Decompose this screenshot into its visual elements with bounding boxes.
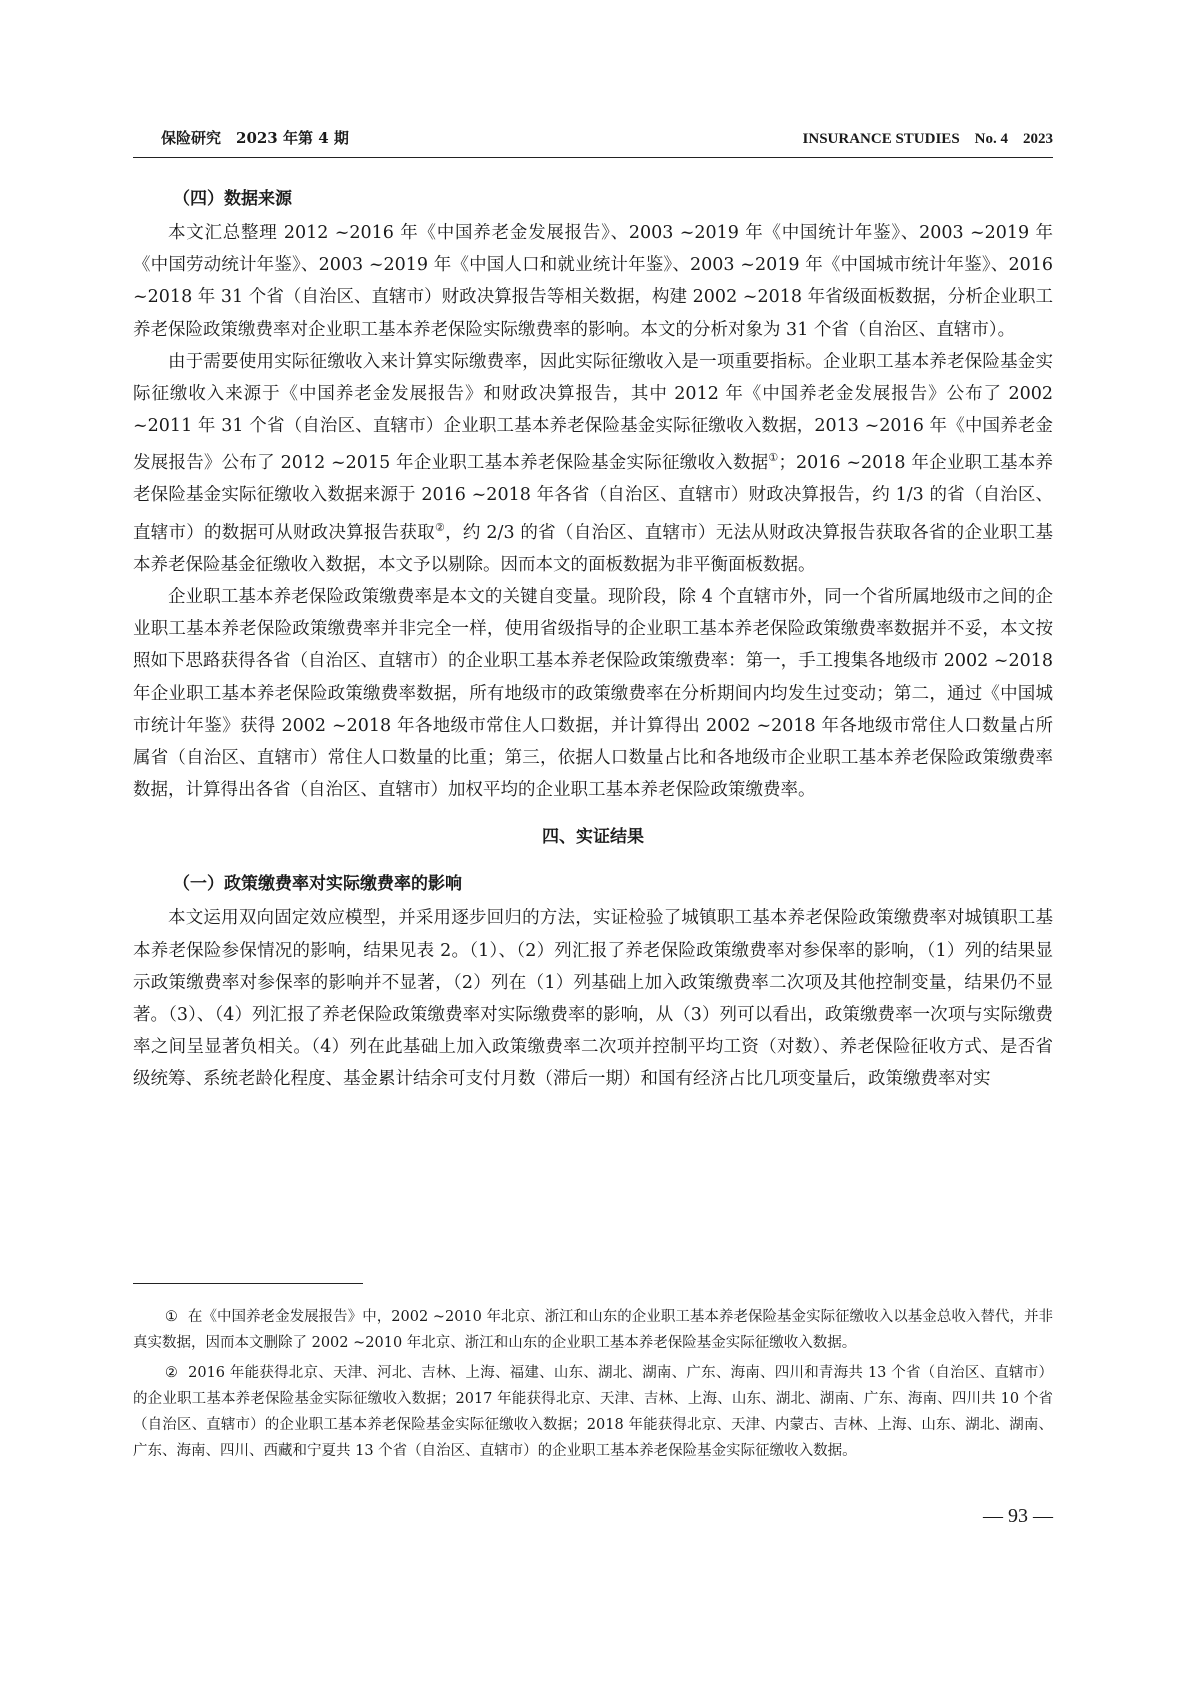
header-rule: [133, 157, 1053, 158]
footnote-text-2: 2016 年能获得北京、天津、河北、吉林、上海、福建、山东、湖北、湖南、广东、海南、四川和青海共 13 个省（自治区、直辖市）的企业职工基本养老保险基金实际征缴收入数据；2017 年能获得北京、天津、吉林、上海、山东、湖北、湖南、广东、海南、四川共 10 个省（自治区、直辖市）的企业职工基本养老保险基金实际征缴收入数据；2018 年能获得北京、天津、内蒙古、吉林、上海、山东、湖北、湖南、广东、海南、四川、西藏和宁夏共 13 个省（自治区、直辖市）的企业职工基本养老保险基金实际征缴收入数据。: [133, 1365, 1053, 1459]
running-header: [133, 127, 1053, 157]
footnote-2: [133, 1360, 1053, 1464]
page-number: — 93 —: [983, 1505, 1053, 1527]
footnote-ref-1[interactable]: ①: [768, 451, 779, 465]
paragraph-data-source-3: 企业职工基本养老保险政策缴费率是本文的关键自变量。现阶段，除 4 个直辖市外，同一个省所属地级市之间的企业职工基本养老保险政策缴费率并非完全一样，使用省级指导的企业职工基本养老保险政策缴费率数据并不妥，本文按照如下思路获得各省（自治区、直辖市）的企业职工基本养老保险政策缴费率：第一，手工搜集各地级市 2002 ~2018 年企业职工基本养老保险政策缴费率数据，所有地级市的政策缴费率在分析期间内均发生过变动；第二，通过《中国城市统计年鉴》获得 2002 ~2018 年各地级市常住人口数据，并计算得出 2002 ~2018 年各地级市常住人口数量占所属省（自治区、直辖市）常住人口数量的比重；第三，依据人口数量占比和各地级市企业职工基本养老保险政策缴费率数据，计算得出各省（自治区、直辖市）加权平均的企业职工基本养老保险政策缴费率。: [133, 586, 1053, 801]
paragraph-data-source-2: [133, 346, 1053, 581]
journal-issue-en: INSURANCE STUDIES No. 4 2023: [802, 131, 1053, 147]
para2-part-b: ；2016 ~2018 年企业职工基本养老保险基金实际征缴收入数据来源于 2016 ~2018 年各省（自治区、直辖市）财政决算报告，约 1/3 的省（自治区、直辖市）的数据可从财政决算报告获取: [133, 453, 1053, 543]
paragraph-results-1: 本文运用双向固定效应模型，并采用逐步回归的方法，实证检验了城镇职工基本养老保险政策缴费率对城镇职工基本养老保险参保情况的影响，结果见表 2。（1）、（2）列汇报了养老保险政策缴费率对参保率的影响，（1）列的结果显示政策缴费率对参保率的影响并不显著，（2）列在（1）列基础上加入政策缴费率二次项及其他控制变量，结果仍不显著。（3）、（4）列汇报了养老保险政策缴费率对实际缴费率的影响，从（3）列可以看出，政策缴费率一次项与实际缴费率之间呈显著负相关。（4）列在此基础上加入政策缴费率二次项并控制平均工资（对数）、养老保险征收方式、是否省级统筹、系统老龄化程度、基金累计结余可支付月数（滞后一期）和国有经济占比几项变量后，政策缴费率对实: [133, 908, 1053, 1090]
footnote-text-1: 在《中国养老金发展报告》中，2002 ~2010 年北京、浙江和山东的企业职工基本养老保险基金实际征缴收入以基金总收入替代，并非真实数据，因而本文删除了 2002 ~2010 年北京、浙江和山东的企业职工基本养老保险基金实际征缴收入数据。: [133, 1309, 1053, 1351]
para2-part-a: 由于需要使用实际征缴收入来计算实际缴费率，因此实际征缴收入是一项重要指标。企业职工基本养老保险基金实际征缴收入来源于《中国养老金发展报告》和财政决算报告，其中 2012 年《中国养老金发展报告》公布了 2002 ~2011 年 31 个省（自治区、直辖市）企业职工基本养老保险基金实际征缴收入数据，2013 ~2016 年《中国养老金发展报告》公布了 2012 ~2015 年企业职工基本养老保险基金实际征缴收入数据: [133, 351, 1053, 474]
para2-part-c: ，约 2/3 的省（自治区、直辖市）无法从财政决算报告获取各省的企业职工基本养老保险基金征缴收入数据，本文予以剔除。因而本文的面板数据为非平衡面板数据。: [133, 522, 1053, 575]
footnote-mark-1: ①: [164, 1309, 178, 1325]
footnote-1: [133, 1304, 1053, 1356]
footnote-ref-2[interactable]: ②: [434, 520, 446, 534]
subsection-title-policy-effect: （一）政策缴费率对实际缴费率的影响: [173, 874, 462, 895]
main-content: [133, 183, 1053, 1096]
paragraph-data-source-1: 本文汇总整理 2012 ~2016 年《中国养老金发展报告》、2003 ~2019 年《中国统计年鉴》、2003 ~2019 年《中国劳动统计年鉴》、2003 ~2019 年《中国人口和就业统计年鉴》、2003 ~2019 年《中国城市统计年鉴》、2016 ~2018 年 31 个省（自治区、直辖市）财政决算报告等相关数据，构建 2002 ~2018 年省级面板数据，分析企业职工养老保险政策缴费率对企业职工基本养老保险实际缴费率的影响。本文的分析对象为 31 个省（自治区、直辖市）。: [133, 223, 1053, 340]
section-title-results: 四、实证结果: [542, 827, 644, 848]
footnote-rule: [133, 1283, 363, 1284]
footnote-mark-2: ②: [164, 1365, 179, 1381]
subsection-title-data-source: （四）数据来源: [173, 189, 292, 209]
footnotes: [133, 1304, 1053, 1468]
journal-issue-cn: 保险研究 2023 年第 4 期: [161, 129, 349, 147]
